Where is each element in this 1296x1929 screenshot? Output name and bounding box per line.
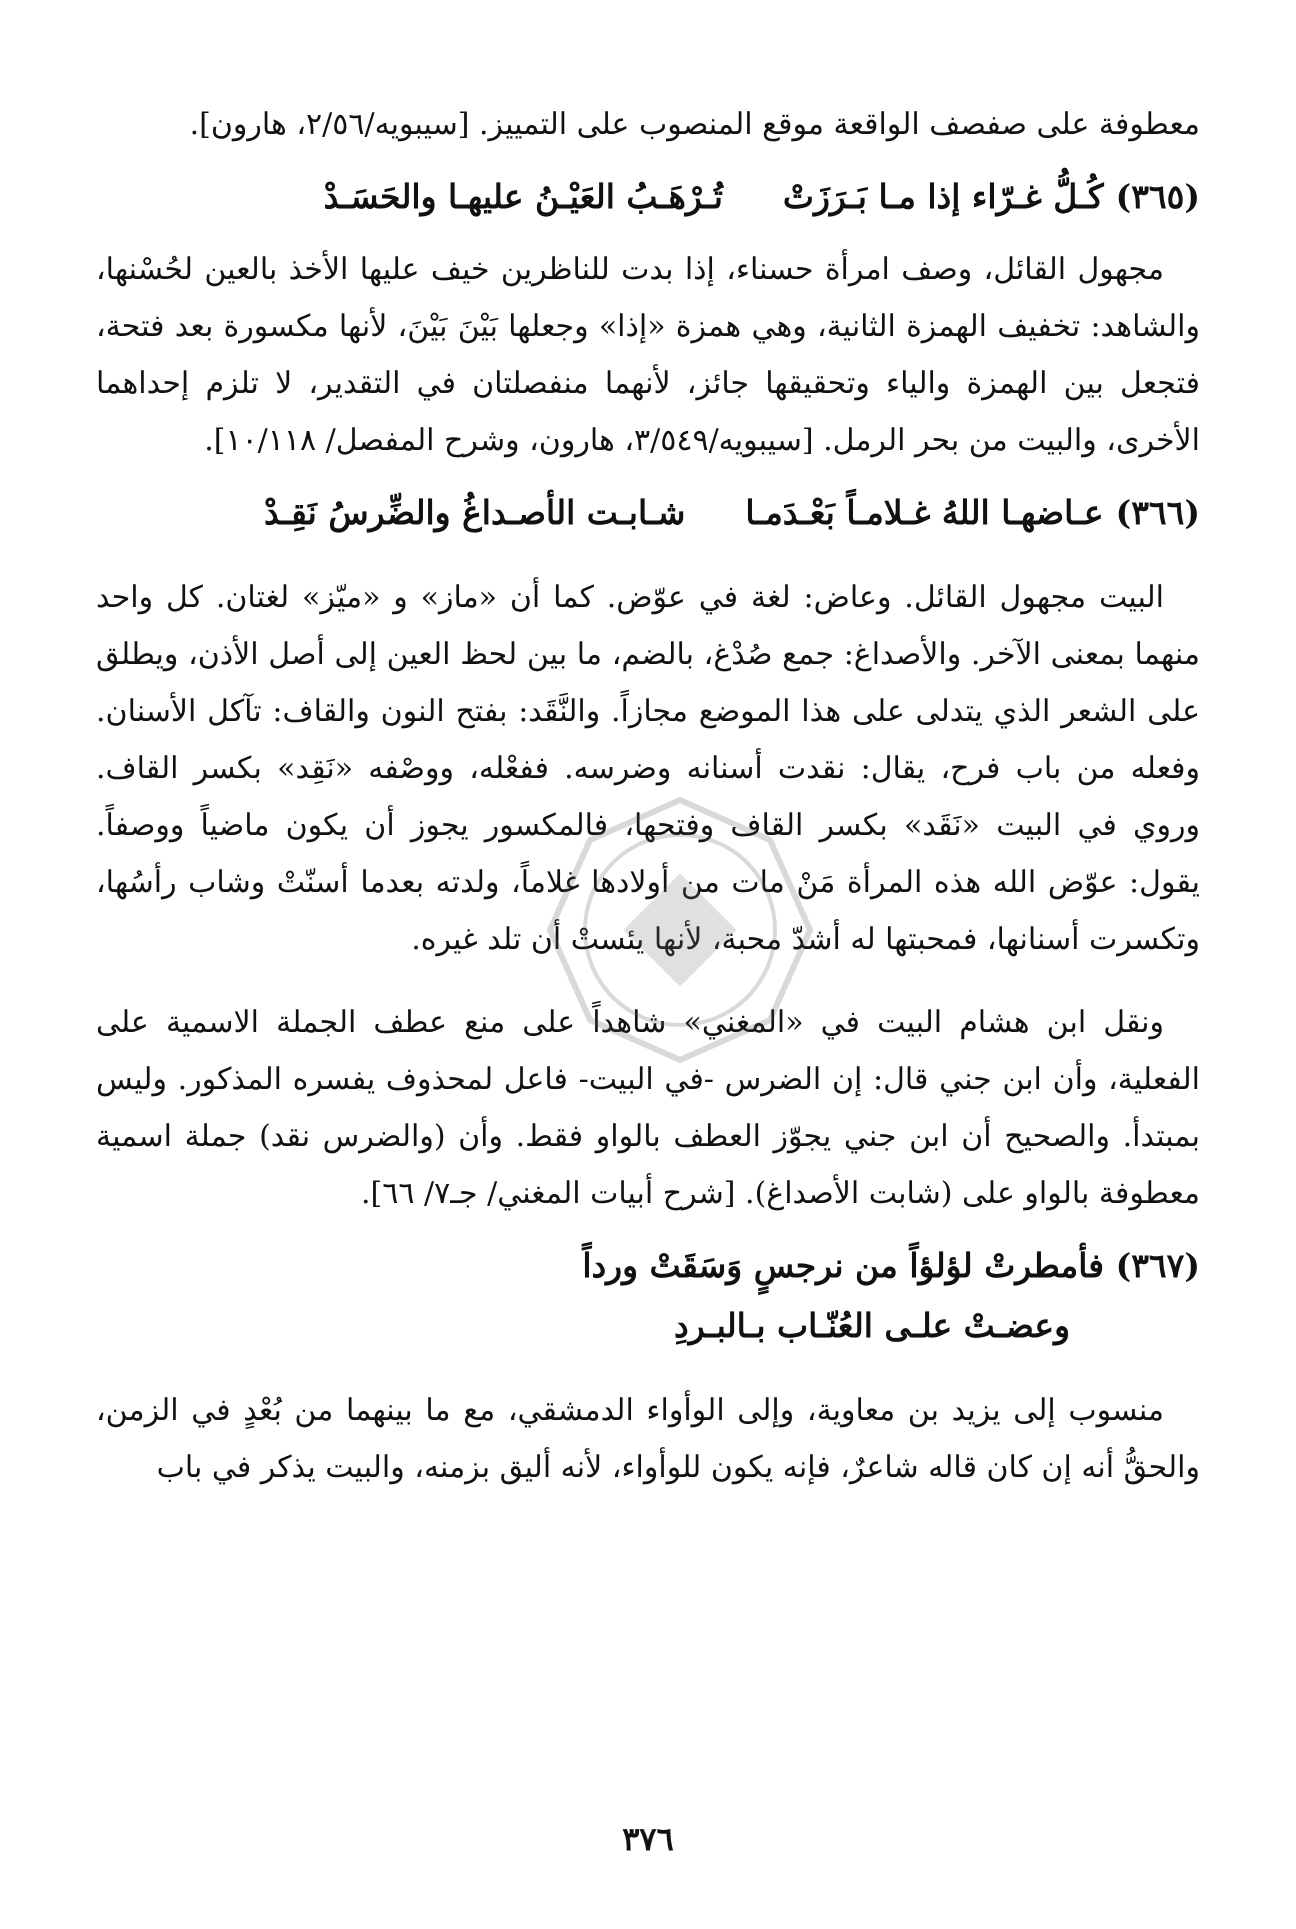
- verse-first-hemistich: عـاضهـا اللهُ غـلامـاً بَعْـدَمـا: [745, 493, 1104, 532]
- verse-first-hemistich: كُـلُّ غـرّاء إذا مـا بَـرَزَتْ: [782, 177, 1104, 216]
- paragraph-continuation: معطوفة على صفصف الواقعة موقع المنصوب على التمييز. [سيبويه/٢/٥٦، هارون].: [189, 107, 1200, 142]
- seal-center-icon: [623, 873, 736, 986]
- verse-number: (٣٦٦): [1115, 493, 1200, 532]
- verse-second-hemistich: شـابـت الأصـداغُ والضِّرسُ نَقِـدْ: [263, 493, 686, 532]
- library-seal-watermark: [530, 780, 830, 1080]
- verse-367: [96, 1236, 1200, 1356]
- page-number: ٣٧٦: [622, 1820, 674, 1858]
- commentary-365: مجهول القائل، وصف امرأة حسناء، إذا بدت للناظرين خيف عليها الأخذ بالعين لحُسْنها، والشاهد: تخفيف الهمزة الثانية، وهي همزة «إذا» وجعلها بَيْنَ بَيْنَ، لأنها مكسورة بعد فتحة، فتجعل بين الهمزة والياء وتحقيقها جائز، لأنهما منفصلتان في التقدير، لا تلزم إحداهما الأخرى، والبيت من بحر الرمل. [سيبويه/٣/٥٤٩، هارون، وشرح المفصل/ ١٠/١١٨].: [96, 252, 1200, 458]
- commentary-366: البيت مجهول القائل. وعاض: لغة في عوّض. كما أن «ماز» و «ميّز» لغتان. كل واحد منهما بمعنى الآخر. والأصداغ: جمع صُدْغ، بالضم، ما بين لحظ العين إلى أصل الأذن، ويطلق على الشعر الذي يتدلى على هذا الموضع مجازاً. والنَّقَد: بفتح النون والقاف: تآكل الأسنان. وفعله من باب فرح، يقال: نقدت أسنانه وضرسه. ففعْله، ووصْفه «نَقِد» بكسر القاف. وروي في البيت «نَقَد» بكسر القاف وفتحها، فالمكسور يجوز أن يكون ماضياً ووصفاً. يقول: عوّض الله هذه المرأة مَنْ مات من أولادها غلاماً، ولدته بعدما أسنّتْ وشاب رأسُها، وتكسرت أسنانها، فمحبتها له أشدّ محبة، لأنها يئستْ أن تلد غيره.: [96, 580, 1200, 957]
- verse-number: (٣٦٧): [1115, 1246, 1200, 1285]
- verse-365: [96, 167, 1200, 227]
- commentary-366-mughni: ونقل ابن هشام البيت في «المغني» شاهداً على منع عطف الجملة الاسمية على الفعلية، وأن ابن جني قال: إن الضرس -في البيت- فاعل لمحذوف يفسره المذكور. وليس بمبتدأ. والصحيح أن ابن جني يجوّز العطف بالواو فقط. وأن (والضرس نقد) جملة اسمية معطوفة بالواو على (شابت الأصداغ). [شرح أبيات المغني/ جـ٧/ ٦٦].: [96, 1005, 1200, 1211]
- verse-number: (٣٦٥): [1115, 177, 1200, 216]
- commentary-367: منسوب إلى يزيد بن معاوية، وإلى الوأواء الدمشقي، مع ما بينهما من بُعْدٍ في الزمن، والحقُّ أنه إن كان قاله شاعرٌ، فإنه يكون للوأواء، لأنه أليق بزمنه، والبيت يذكر في باب: [96, 1393, 1200, 1485]
- verse-366: [96, 483, 1200, 543]
- verse-second-hemistich: وعضـتْ علـى العُنّـاب بـالبـردِ: [674, 1306, 1070, 1345]
- verse-first-hemistich: فأمطرتْ لؤلؤاً من نرجسٍ وَسَقَتْ ورداً: [582, 1246, 1105, 1285]
- verse-second-hemistich: تُـرْهَـبُ العَيْـنُ عليهـا والحَسَـدْ: [323, 177, 723, 216]
